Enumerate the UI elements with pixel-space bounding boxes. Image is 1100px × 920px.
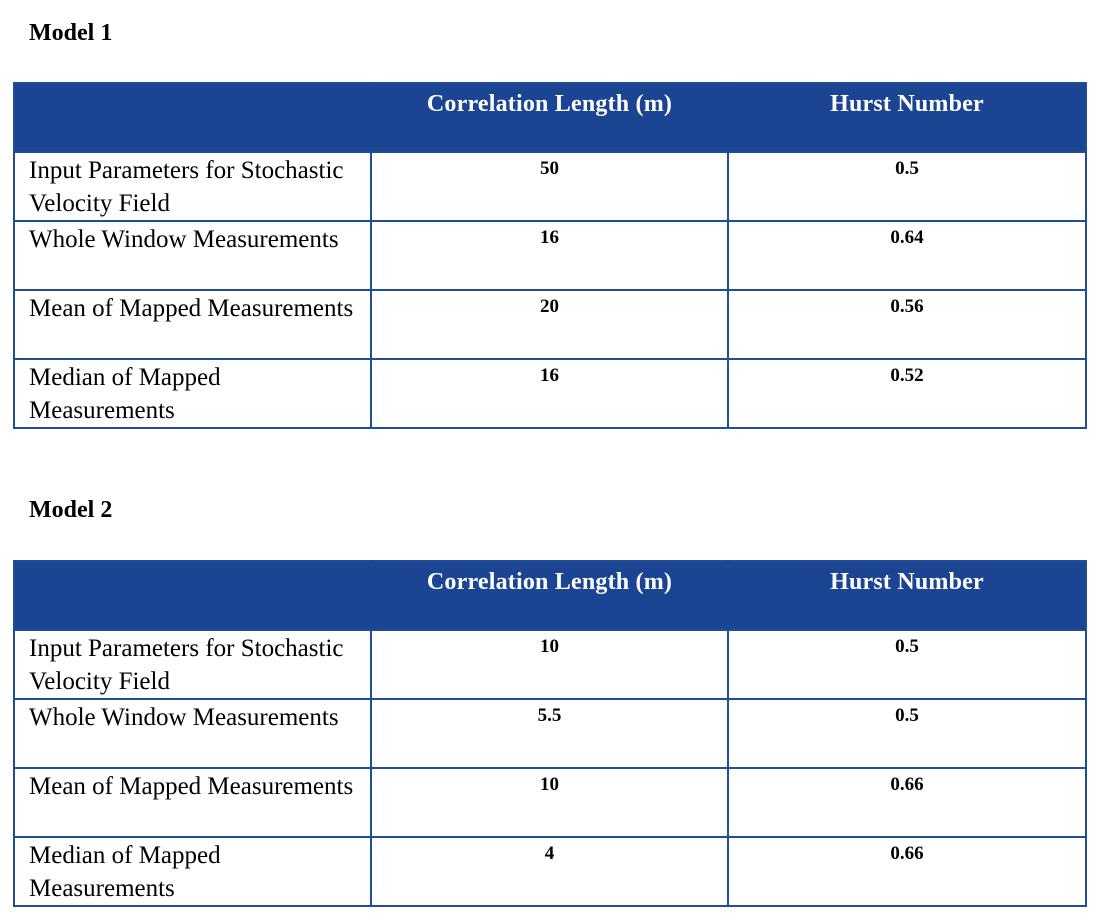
hurst-number-value: 0.56 [728, 290, 1086, 359]
table-row [14, 359, 1086, 428]
hurst-number-value: 0.52 [728, 359, 1086, 428]
hurst-number-value: 0.64 [728, 221, 1086, 290]
row-label: Input Parameters for Stochastic Velocity Field [14, 630, 371, 699]
hurst-number-value: 0.66 [728, 768, 1086, 837]
row-label: Whole Window Measurements [14, 221, 371, 290]
correlation-length-value: 20 [371, 290, 728, 359]
column-header-correlation-length: Correlation Length (m) [371, 83, 728, 152]
correlation-length-value: 10 [371, 630, 728, 699]
column-header-correlation-length: Correlation Length (m) [371, 561, 728, 630]
table-header-row [14, 83, 1086, 152]
table-row [14, 630, 1086, 699]
row-label: Median of Mapped Measurements [14, 359, 371, 428]
hurst-number-value: 0.5 [728, 699, 1086, 768]
table-row [14, 152, 1086, 221]
row-label: Mean of Mapped Measurements [14, 290, 371, 359]
correlation-length-value: 16 [371, 221, 728, 290]
table-row [14, 699, 1086, 768]
row-label: Whole Window Measurements [14, 699, 371, 768]
row-label: Median of Mapped Measurements [14, 837, 371, 906]
table-row [14, 768, 1086, 837]
hurst-number-value: 0.5 [728, 152, 1086, 221]
hurst-number-value: 0.66 [728, 837, 1086, 906]
column-header-hurst-number: Hurst Number [728, 83, 1086, 152]
correlation-length-value: 10 [371, 768, 728, 837]
correlation-length-value: 16 [371, 359, 728, 428]
column-header-hurst-number: Hurst Number [728, 561, 1086, 630]
model-2-table [13, 560, 1087, 907]
model-1-title: Model 1 [29, 20, 113, 46]
table-row [14, 221, 1086, 290]
correlation-length-value: 4 [371, 837, 728, 906]
row-label: Input Parameters for Stochastic Velocity Field [14, 152, 371, 221]
model-2-title: Model 2 [29, 497, 113, 523]
corner-cell [14, 561, 371, 630]
correlation-length-value: 50 [371, 152, 728, 221]
table-header-row [14, 561, 1086, 630]
hurst-number-value: 0.5 [728, 630, 1086, 699]
table-row [14, 290, 1086, 359]
corner-cell [14, 83, 371, 152]
correlation-length-value: 5.5 [371, 699, 728, 768]
table-row [14, 837, 1086, 906]
row-label: Mean of Mapped Measurements [14, 768, 371, 837]
model-1-table [13, 82, 1087, 429]
